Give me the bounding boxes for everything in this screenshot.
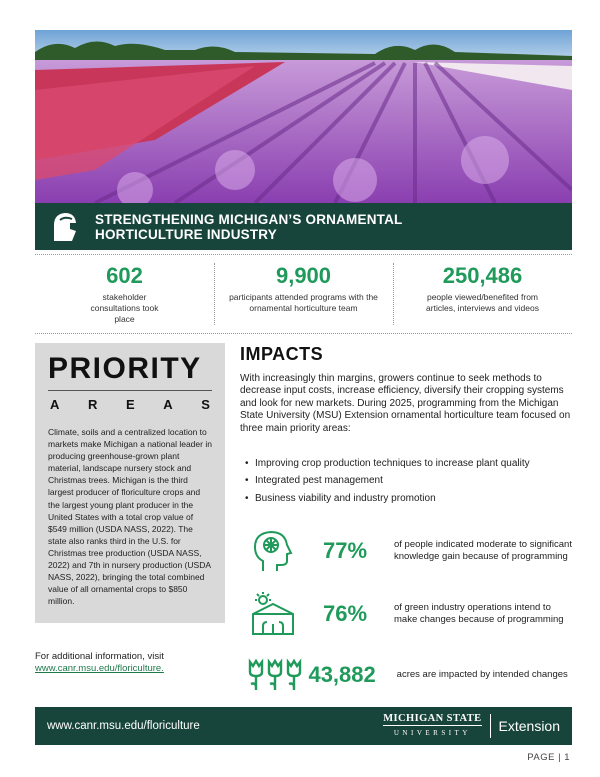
tulips-icon — [245, 651, 304, 699]
areas-subheading: A R E A S — [50, 397, 210, 412]
divider — [48, 390, 212, 391]
metric-acres-impacted — [245, 651, 575, 699]
floriculture-link[interactable]: www.canr.msu.edu/floriculture. — [35, 663, 164, 674]
footer-url[interactable]: www.canr.msu.edu/floriculture — [47, 720, 200, 732]
extension-label: Extension — [498, 718, 560, 734]
metric-description: of green industry operations intend to make changes because of programming — [394, 602, 564, 625]
metric-description: of people indicated moderate to significant knowledge gain because of programming — [394, 539, 572, 562]
greenhouse-icon — [245, 590, 300, 638]
priority-heading: PRIORITY — [48, 352, 202, 385]
footer-bar — [35, 707, 572, 745]
priority-bullet-list — [245, 458, 575, 510]
metric-description: acres are impacted by intended changes — [396, 669, 568, 680]
metric-knowledge-gain — [245, 527, 575, 575]
spartan-helmet-icon — [47, 210, 81, 244]
metric-value: 43,882 — [308, 662, 376, 687]
page-title: STRENGTHENING MICHIGAN’S ORNAMENTAL HORTICULTURE INDUSTRY — [95, 211, 403, 242]
impacts-heading: IMPACTS — [240, 344, 324, 364]
priority-body-text: Climate, soils and a centralized location to markets make Michigan a national leader in producing greenhouse-grown plant material, landscape nursery stock and Christmas trees. Michigan is the third largest producer of floriculture crops and the largest young plant producer in the United States with a total crop value of $549 million (USDA NASS, 2022). The state also ranks third in the U.S. for Christmas tree production (USDA NASS, 2022) and 7th in nursery production (USDA NASS, 2022), bringing the total combined value of all ornamental crops to $850 million. — [48, 427, 212, 607]
list-item: • Business viability and industry promotion — [245, 493, 575, 505]
impacts-intro: With increasingly thin margins, growers continue to seek methods to decrease input costs, increase efficiency, diversify their cropping systems and look for new markets. During 2025, programming from the Michigan State University (MSU) Extension ornamental horticulture team focused on three main priority areas: — [240, 373, 571, 434]
list-item: • Integrated pest management — [245, 475, 575, 487]
additional-info: For additional information, visit www.canr.msu.edu/floriculture. — [35, 651, 164, 674]
list-item: • Improving crop production techniques to increase plant quality — [245, 458, 575, 470]
title-banner — [35, 203, 572, 250]
metric-value: 77% — [322, 538, 368, 563]
page-number: PAGE | 1 — [527, 752, 570, 763]
hero-photo-flower-field — [35, 30, 572, 203]
stat-people-viewed: 250,486 people viewed/benefited from articles, interviews and videos — [393, 255, 572, 333]
metric-intend-changes — [245, 590, 575, 638]
priority-areas-box — [35, 343, 225, 623]
metric-value: 76% — [322, 601, 368, 626]
msu-wordmark: MICHIGAN STATE UNIVERSITY — [383, 713, 482, 737]
stats-strip — [35, 254, 572, 334]
stat-consultations: 602 stakeholder consultations took place — [90, 263, 159, 324]
stat-participants: 9,900 participants attended programs with the ornamental horticulture team — [214, 255, 393, 333]
brain-head-icon — [245, 527, 300, 575]
divider — [490, 714, 491, 738]
